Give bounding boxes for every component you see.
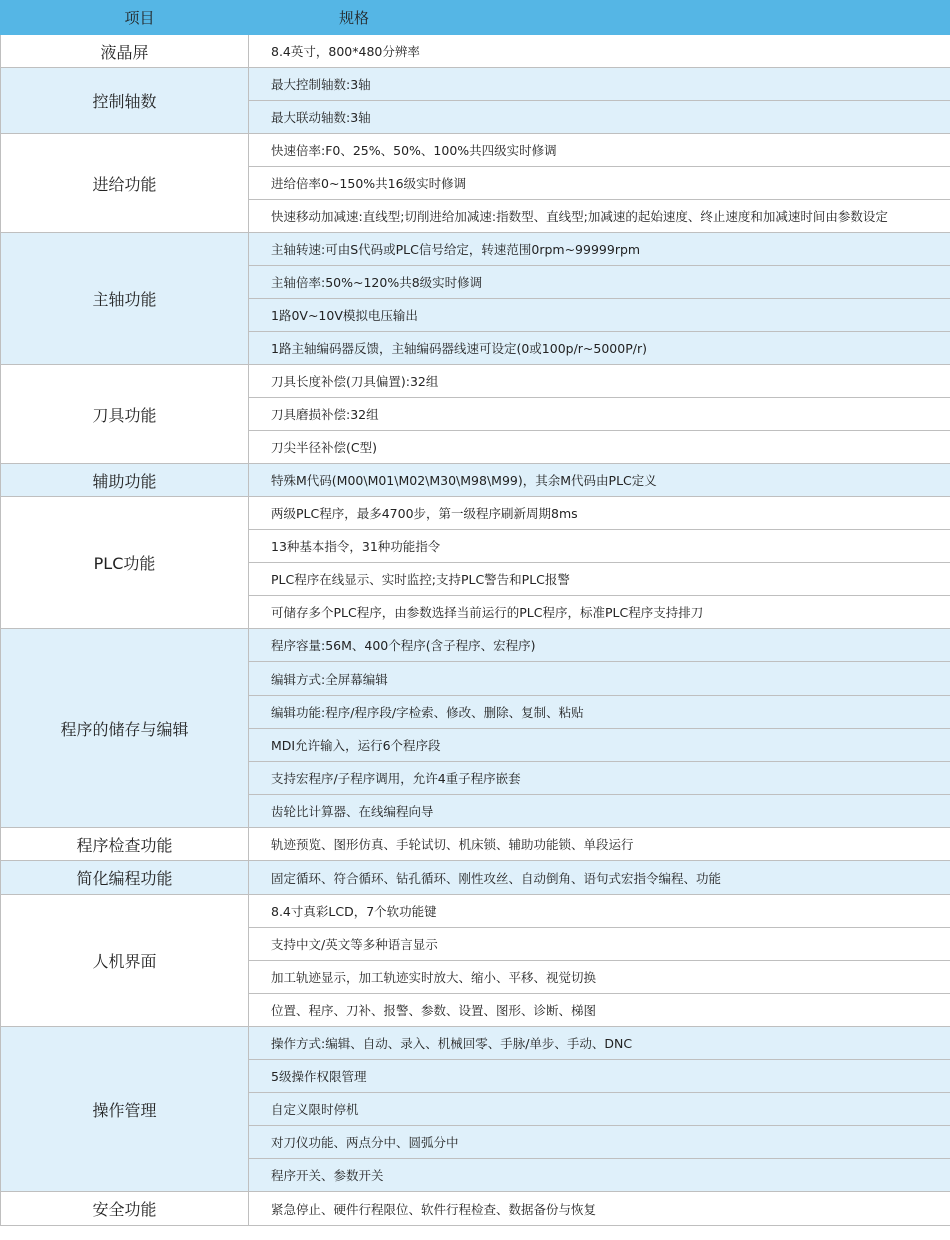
- spec-cell: 1路主轴编码器反馈，主轴编码器线速可设定(0或100p/r~5000P/r): [249, 332, 950, 365]
- table-row: [1, 134, 950, 167]
- spec-body: [1, 35, 950, 1226]
- table-row: [1, 68, 950, 101]
- table-row: [1, 233, 950, 266]
- spec-cell: 支持中文/英文等多种语言显示: [249, 928, 950, 961]
- table-row: [1, 895, 950, 928]
- spec-cell: 快速移动加减速:直线型;切削进给加减速:指数型、直线型;加减速的起始速度、终止速度和加减速时间由参数设定: [249, 200, 950, 233]
- table-row: [1, 629, 950, 662]
- spec-cell: 编辑功能:程序/程序段/字检索、修改、删除、复制、粘贴: [249, 696, 950, 729]
- spec-cell: 轨迹预览、图形仿真、手轮试切、机床锁、辅助功能锁、单段运行: [249, 828, 950, 861]
- spec-cell: 主轴倍率:50%~120%共8级实时修调: [249, 266, 950, 299]
- category-cell: 主轴功能: [1, 233, 249, 365]
- category-cell: 控制轴数: [1, 68, 249, 134]
- category-cell: 人机界面: [1, 895, 249, 1027]
- spec-cell: 自定义限时停机: [249, 1093, 950, 1126]
- spec-cell: 两级PLC程序，最多4700步，第一级程序刷新周期8ms: [249, 497, 950, 530]
- category-cell: 程序的储存与编辑: [1, 629, 249, 828]
- category-cell: 辅助功能: [1, 464, 249, 497]
- category-cell: 刀具功能: [1, 365, 249, 464]
- spec-cell: 操作方式:编辑、自动、录入、机械回零、手脉/单步、手动、DNC: [249, 1027, 950, 1060]
- category-cell: 进给功能: [1, 134, 249, 233]
- spec-cell: 程序容量:56M、400个程序(含子程序、宏程序): [249, 629, 950, 662]
- spec-cell: 支持宏程序/子程序调用，允许4重子程序嵌套: [249, 762, 950, 795]
- spec-cell: 最大联动轴数:3轴: [249, 101, 950, 134]
- table-row: [1, 35, 950, 68]
- spec-cell: 齿轮比计算器、在线编程向导: [249, 795, 950, 828]
- spec-cell: 位置、程序、刀补、报警、参数、设置、图形、诊断、梯图: [249, 994, 950, 1027]
- spec-cell: 程序开关、参数开关: [249, 1159, 950, 1192]
- category-cell: 安全功能: [1, 1192, 249, 1226]
- spec-cell: 紧急停止、硬件行程限位、软件行程检查、数据备份与恢复: [249, 1192, 950, 1226]
- spec-cell: 8.4英寸，800*480分辨率: [249, 35, 950, 68]
- table-header-row: [1, 1, 950, 35]
- spec-cell: 5级操作权限管理: [249, 1060, 950, 1093]
- spec-cell: 刀尖半径补偿(C型): [249, 431, 950, 464]
- table-row: [1, 861, 950, 895]
- table-row: [1, 464, 950, 497]
- spec-cell: 进给倍率0~150%共16级实时修调: [249, 167, 950, 200]
- spec-cell: 刀具磨损补偿:32组: [249, 398, 950, 431]
- header-spec: 规格: [249, 1, 950, 35]
- spec-cell: 加工轨迹显示，加工轨迹实时放大、缩小、平移、视觉切换: [249, 961, 950, 994]
- table-row: [1, 497, 950, 530]
- table-row: [1, 828, 950, 861]
- spec-cell: 主轴转速:可由S代码或PLC信号给定，转速范围0rpm~99999rpm: [249, 233, 950, 266]
- spec-cell: 编辑方式:全屏幕编辑: [249, 662, 950, 696]
- table-row: [1, 1192, 950, 1226]
- spec-cell: 刀具长度补偿(刀具偏置):32组: [249, 365, 950, 398]
- spec-cell: 对刀仪功能、两点分中、圆弧分中: [249, 1126, 950, 1159]
- table-row: [1, 1027, 950, 1060]
- header-item: 项目: [1, 1, 249, 35]
- spec-cell: 8.4寸真彩LCD，7个软功能键: [249, 895, 950, 928]
- spec-cell: MDI允许输入，运行6个程序段: [249, 729, 950, 762]
- category-cell: 程序检查功能: [1, 828, 249, 861]
- spec-cell: 固定循环、符合循环、钻孔循环、刚性攻丝、自动倒角、语句式宏指令编程、功能: [249, 861, 950, 895]
- category-cell: 简化编程功能: [1, 861, 249, 895]
- table-row: [1, 365, 950, 398]
- category-cell: PLC功能: [1, 497, 249, 629]
- spec-cell: 1路0V~10V模拟电压输出: [249, 299, 950, 332]
- category-cell: 操作管理: [1, 1027, 249, 1192]
- spec-cell: 快速倍率:F0、25%、50%、100%共四级实时修调: [249, 134, 950, 167]
- spec-cell: 特殊M代码(M00\M01\M02\M30\M98\M99)，其余M代码由PLC定义: [249, 464, 950, 497]
- spec-cell: PLC程序在线显示、实时监控;支持PLC警告和PLC报警: [249, 563, 950, 596]
- spec-cell: 最大控制轴数:3轴: [249, 68, 950, 101]
- spec-cell: 可储存多个PLC程序，由参数选择当前运行的PLC程序，标准PLC程序支持排刀: [249, 596, 950, 629]
- category-cell: 液晶屏: [1, 35, 249, 68]
- spec-cell: 13种基本指令，31种功能指令: [249, 530, 950, 563]
